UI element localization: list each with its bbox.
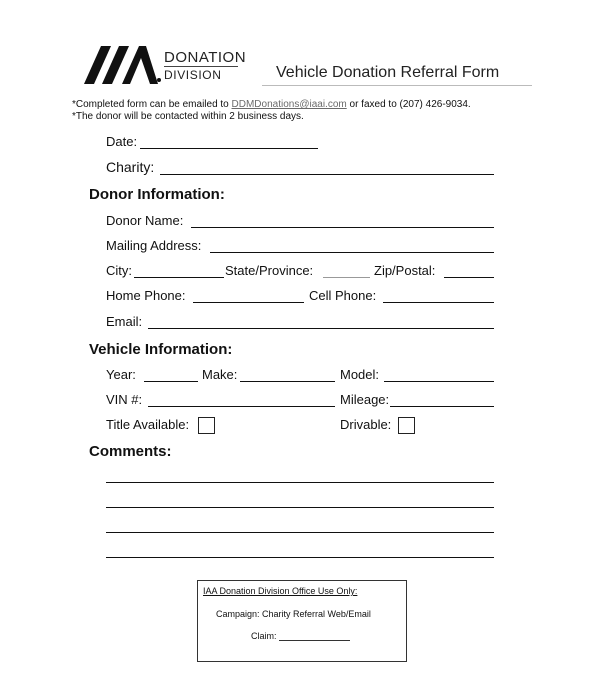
email-link[interactable]: DDMDonations@iaai.com (231, 99, 347, 110)
year-label: Year: (106, 367, 136, 382)
drivable-checkbox[interactable] (398, 417, 415, 434)
iaa-logo-icon (84, 46, 162, 84)
email-field[interactable] (148, 328, 494, 329)
model-label: Model: (340, 367, 380, 382)
logo-divider (164, 66, 238, 67)
zip-field[interactable] (444, 277, 494, 278)
comment-line-3[interactable] (106, 532, 494, 533)
drivable-label: Drivable: (340, 417, 392, 432)
home-phone-field[interactable] (193, 302, 304, 303)
office-claim-field[interactable] (279, 640, 350, 641)
make-field[interactable] (240, 381, 335, 382)
state-field[interactable] (323, 277, 370, 278)
donor-name-label: Donor Name: (106, 213, 184, 228)
vehicle-section-heading: Vehicle Information: (89, 341, 233, 358)
date-label: Date: (106, 134, 138, 149)
donor-name-field[interactable] (191, 227, 494, 228)
city-field[interactable] (134, 277, 224, 278)
logo-text-division: DIVISION (164, 68, 222, 82)
cell-phone-label: Cell Phone: (309, 288, 377, 303)
logo-text-donation: DONATION (164, 49, 247, 66)
mailing-address-field[interactable] (210, 252, 494, 253)
state-label: State/Province: (225, 263, 314, 278)
office-campaign: Campaign: Charity Referral Web/Email (216, 609, 371, 619)
vin-field[interactable] (148, 406, 335, 407)
city-label: City: (106, 263, 132, 278)
comments-section-heading: Comments: (89, 443, 172, 460)
model-field[interactable] (384, 381, 494, 382)
note-submission (72, 99, 471, 110)
zip-label: Zip/Postal: (374, 263, 436, 278)
date-field[interactable] (140, 148, 318, 149)
home-phone-label: Home Phone: (106, 288, 186, 303)
make-label: Make: (202, 367, 238, 382)
title-available-label: Title Available: (106, 417, 190, 432)
charity-label: Charity: (106, 159, 155, 175)
vin-label: VIN #: (106, 392, 143, 407)
mileage-label: Mileage: (340, 392, 390, 407)
note-suffix: or faxed to (207) 426-9034. (346, 99, 471, 110)
year-field[interactable] (144, 381, 198, 382)
note-contact: *The donor will be contacted within 2 business days. (72, 111, 304, 122)
comment-line-1[interactable] (106, 482, 494, 483)
mailing-address-label: Mailing Address: (106, 238, 202, 253)
office-claim-label: Claim: (251, 631, 277, 641)
email-label: Email: (106, 314, 143, 329)
donor-section-heading: Donor Information: (89, 186, 225, 203)
title-available-checkbox[interactable] (198, 417, 215, 434)
comment-line-2[interactable] (106, 507, 494, 508)
title-underline (262, 85, 532, 86)
note-prefix: *Completed form can be emailed to (72, 99, 232, 110)
cell-phone-field[interactable] (383, 302, 494, 303)
charity-field[interactable] (160, 174, 494, 175)
comment-line-4[interactable] (106, 557, 494, 558)
office-use-title: IAA Donation Division Office Use Only: (203, 586, 358, 596)
mileage-field[interactable] (390, 406, 494, 407)
form-title: Vehicle Donation Referral Form (276, 64, 500, 81)
